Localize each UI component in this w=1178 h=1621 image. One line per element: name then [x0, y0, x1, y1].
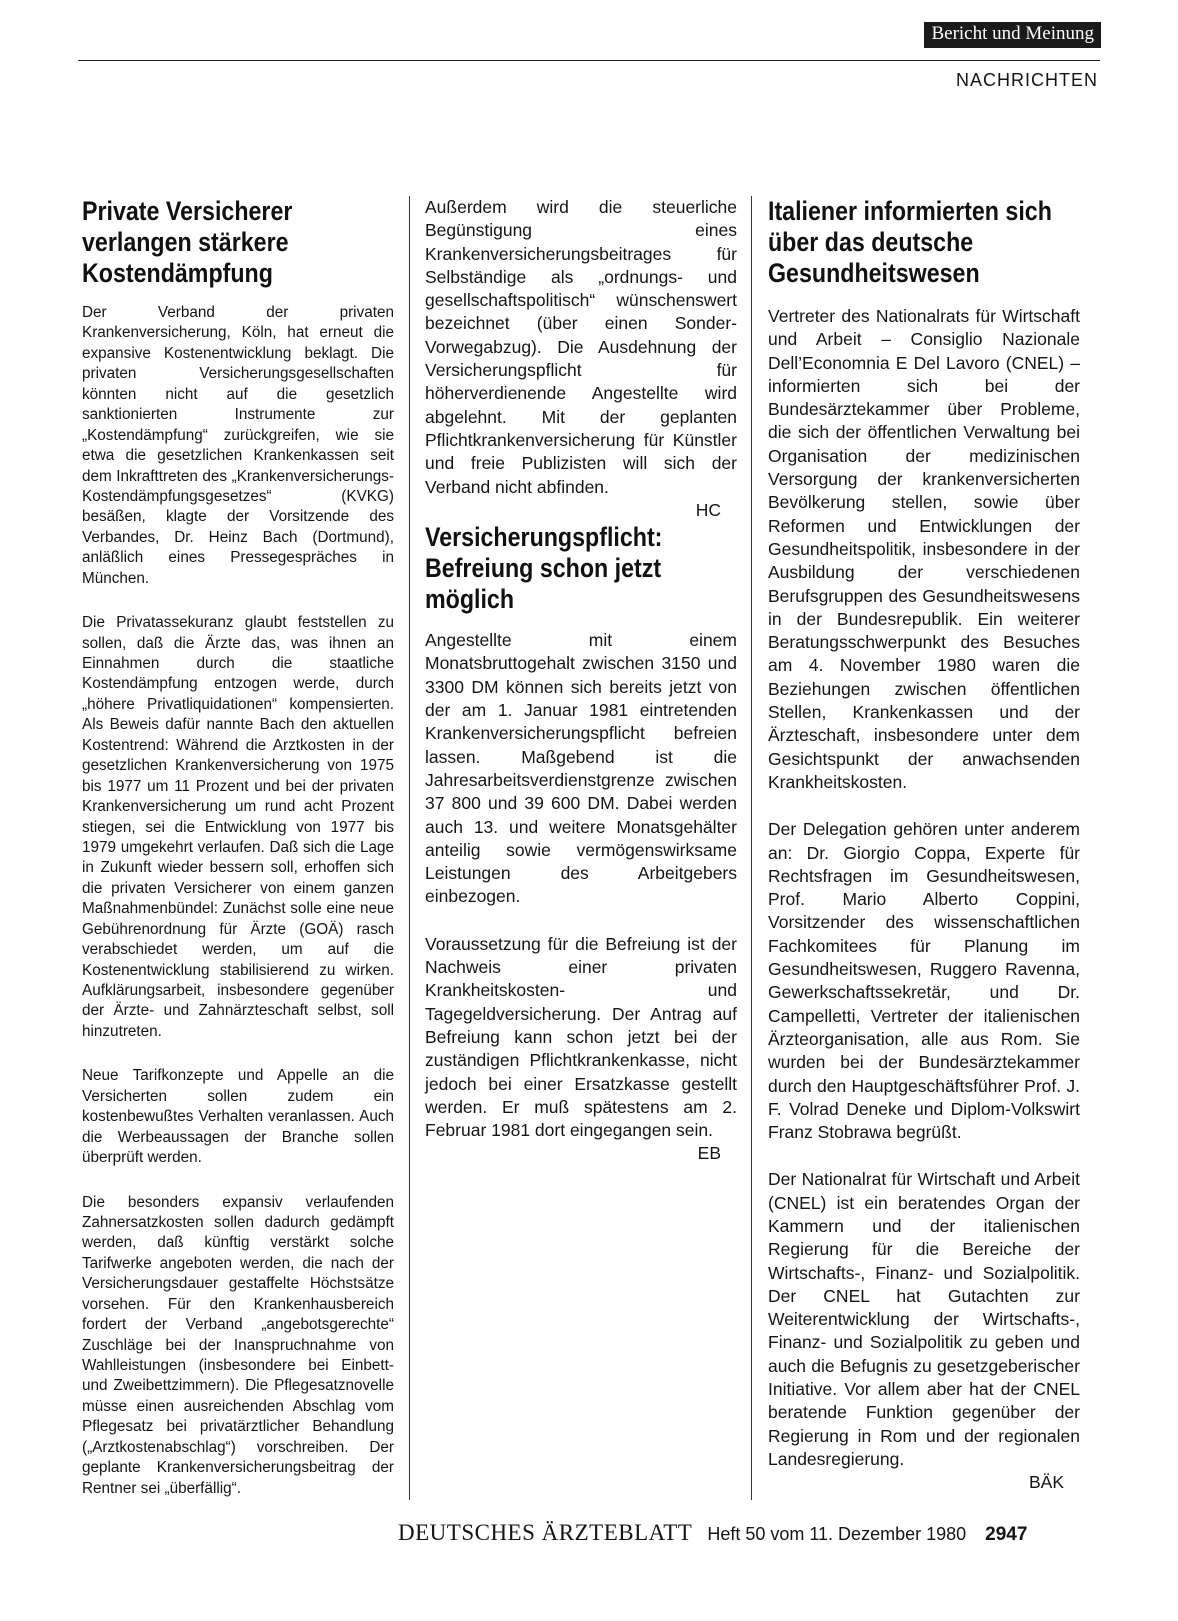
header-rule	[78, 60, 1100, 61]
column-1	[82, 196, 394, 1499]
article-paragraph: Voraussetzung für die Befreiung ist der Nachweis einer privaten Krankheitskosten- und Tagegeldversicherung. Der Antrag auf Befreiung kann schon jetzt bei der zuständigen Pflichtkrankenkasse, nicht jedoch bei einer Ersatzkasse gestellt werden. Er muß spätestens am 2. Februar 1981 dort eingegangen sein.	[425, 933, 737, 1141]
journal-name: DEUTSCHES ÄRZTEBLATT	[398, 1520, 693, 1545]
article-title: Private Versicherer verlangen stärkere Kostendämpfung	[82, 196, 293, 288]
section-tag: Bericht und Meinung	[924, 22, 1101, 48]
article-paragraph: Außerdem wird die steuerliche Begünstigung eines Krankenversicherungsbeitrages für Selbständige als „ordnungs- und gesellschaftspolitisch“ wünschenswert bezeichnet (über einen Sonder-Vorwegabzug). Die Ausdehnung der Versicherungspflicht für höherverdienende Angestellte wird abgelehnt. Mit der geplanten Pflichtkrankenversicherung für Künstler und freie Publizisten will sich der Verband nicht abfinden.	[425, 197, 737, 497]
article-paragraph: Vertreter des Nationalrats für Wirtschaft und Arbeit – Consiglio Nazionale Dell’Economnia E Del Lavoro (CNEL) – informierten sich bei der Bundesärztekammer über Probleme, die sich der öffentlichen Verwaltung bei Organisation der medizinischen Versorgung der krankenversicherten Bevölkerung stellen, sowie über Reformen und Entwicklungen der Gesundheitspolitik, insbesondere in der Ausbildung der verschiedenen Berufsgruppen des Gesundheitswesens in der Bundesrepublik. Ein weiterer Beratungsschwerpunkt des Besuches am 4. November 1980 waren die Beziehungen zwischen öffentlichen Stellen, Krankenkassen und der Ärzteschaft, insbesondere unter dem Gesichtspunkt der anwachsenden Krankheitskosten.	[768, 306, 1080, 792]
article-paragraph: Der Delegation gehören unter anderem an: Dr. Giorgio Coppa, Experte für Rechtsfragen im Gesundheitswesen, Prof. Mario Alberto Coppini, Vorsitzender des wissenschaftlichen Fachkomitees für Planung im Gesundheitswesen, Ruggero Ravenna, Gewerkschaftssekretär, und Dr. Campelletti, Vertreter der italienischen Ärzteorganisation, alle aus Rom. Sie wurden bei der Bundesärztekammer durch den Hauptgeschäftsführer Prof. J. F. Volrad Deneke und Diplom-Volkswirt Franz Stobrawa begrüßt.	[768, 819, 1080, 1143]
column-divider	[409, 196, 410, 1500]
article-paragraph: Neue Tarifkonzepte und Appelle an die Versicherten sollen zudem ein kostenbewußtes Verhalten veranlassen. Auch die Werbeaussagen der Branche sollen überprüft werden.	[82, 1067, 394, 1167]
issue-info: Heft 50 vom 11. Dezember 1980	[707, 1524, 967, 1544]
column-3	[768, 196, 1080, 1495]
author-signature: HC	[695, 499, 721, 520]
column-divider	[751, 196, 752, 1500]
article-title: Versicherungspflicht: Befreiung schon jetzt möglich	[425, 522, 663, 615]
article-title: Italiener informierten sich über das deutsche Gesundheitswesen	[768, 196, 1052, 288]
column-2	[425, 196, 737, 1166]
page-footer	[398, 1520, 1027, 1546]
article-paragraph: Die Privatassekuranz glaubt feststellen zu sollen, daß die Ärzte das, was ihnen an Einnahmen durch die staatliche Kostendämpfung entzogen werde, durch „höhere Privatliquidationen“ kompensierten. Als Beweis dafür nannte Bach den aktuellen Kostentrend: Während die Arztkosten in der gesetzlichen Krankenversicherung von 1975 bis 1977 um 11 Prozent und bei der privaten Krankenversicherung um rund acht Prozent stiegen, sei die Entwicklung von 1977 bis 1979 umgekehrt verlaufen. Daß sich die Lage in Zukunft wieder bessern soll, erhoffen sich die privaten Versicherer von einem ganzen Maßnahmenbündel: Zunächst solle eine neue Gebührenordnung für Ärzte (GOÄ) rasch verabschiedet werden, um auf die Kostenentwicklung stabilisierend zu wirken. Aufklärungsarbeit, insbesondere gegenüber der Ärzte- und Zahnärzteschaft selbst, soll hinzutreten.	[82, 614, 394, 1040]
article-paragraph: Angestellte mit einem Monatsbruttogehalt zwischen 3150 und 3300 DM können sich bereits jetzt von der am 1. Januar 1981 eintretenden Krankenversicherungspflicht befreien lassen. Maßgebend ist die Jahresarbeitsverdienstgrenze zwischen 37 800 und 39 600 DM. Dabei werden auch 13. und weitere Monatsgehälter anteilig sowie vermögenswirksame Leistungen des Arbeitgebers einbezogen.	[425, 630, 737, 907]
section-subtitle: NACHRICHTEN	[955, 70, 1098, 90]
article-paragraph: Der Verband der privaten Krankenversicherung, Köln, hat erneut die expansive Kostenentwicklung beklagt. Die privaten Versicherungsgesellschaften könnten nicht auf die gesetzlich sanktionierten Instrumente zur „Kostendämpfung“ zurückgreifen, wie sie etwa die gesetzlichen Krankenkassen seit dem Inkrafttreten des „Krankenversicherungs-Kostendämpfungsgesetzes“ (KVKG) besäßen, klagte der Vorsitzende des Verbandes, Dr. Heinz Bach (Dortmund), anläßlich eines Pressegespräches in München.	[82, 304, 394, 587]
author-signature: EB	[697, 1143, 721, 1164]
author-signature: BÄK	[1028, 1472, 1064, 1493]
article-paragraph: Der Nationalrat für Wirtschaft und Arbeit (CNEL) ist ein beratendes Organ der Kammern und der italienischen Regierung für die Bereiche der Wirtschafts-, Finanz- und Sozialpolitik. Der CNEL hat Gutachten zur Weiterentwicklung der Wirtschafts-, Finanz- und Sozialpolitik zu geben und auch die Befugnis zu gesetzgeberischer Initiative. Vor allem aber hat der CNEL beratende Funktion gegenüber der Regierung in Rom und der regionalen Landesregierung.	[768, 1169, 1080, 1469]
page-number: 2947	[985, 1524, 1028, 1545]
article-paragraph: Die besonders expansiv verlaufenden Zahnersatzkosten sollen dadurch gedämpft werden, daß künftig verstärkt solche Tarifwerke angeboten werden, die nach der Versicherungsdauer gestaffelte Höchstsätze vorsehen. Für den Krankenhausbereich fordert der Verband „angebotsgerechte“ Zuschläge bei der Inanspruchnahme von Wahlleistungen (insbesondere bei Einbett- und Zweibettzimmern). Die Pflegesatznovelle müsse einen ausreichenden Abschlag vom Pflegesatz bei privatärztlicher Behandlung („Arztkostenabschlag“) vorschreiben. Der geplante Krankenversicherungsbeitrag der Rentner sei „überfällig“.	[82, 1193, 394, 1497]
